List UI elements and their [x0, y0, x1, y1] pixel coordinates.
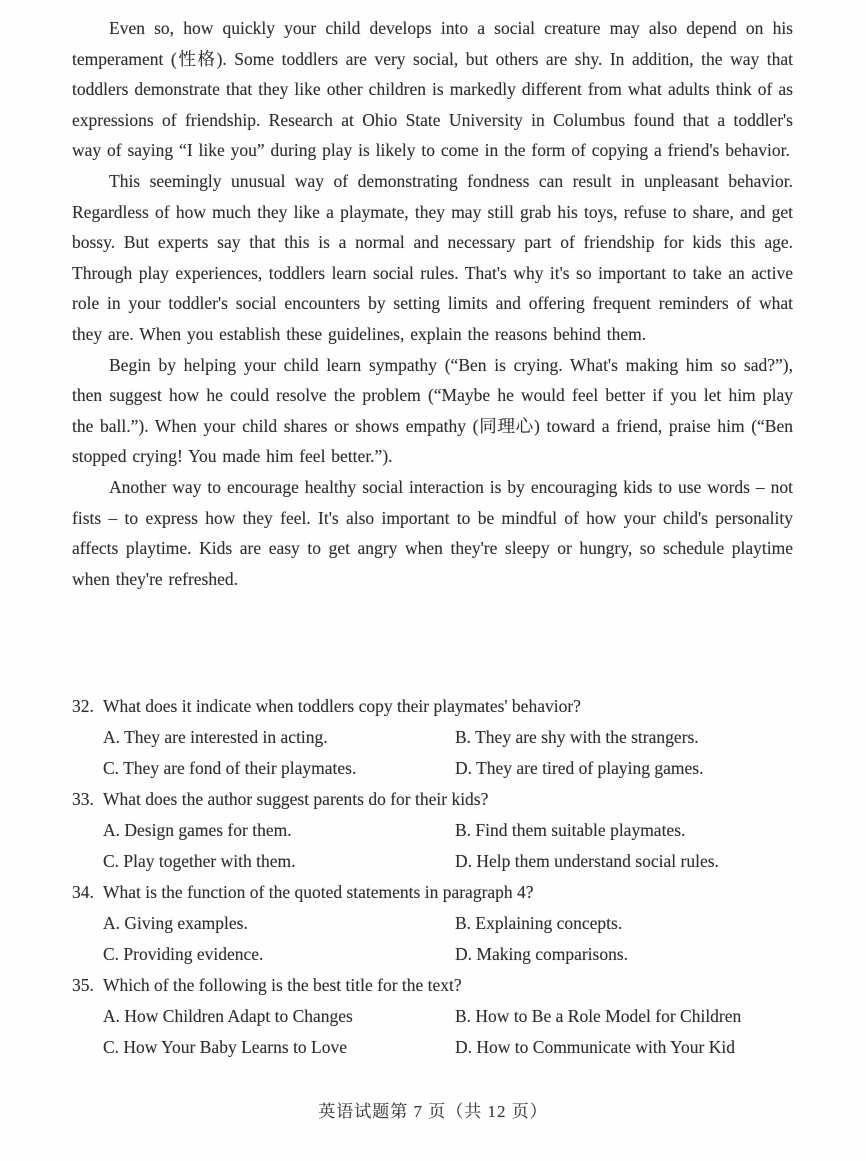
option-a: A. Giving examples.: [103, 913, 248, 933]
question-number: 35.: [72, 975, 94, 995]
option-c: C. Play together with them.: [103, 851, 296, 871]
questions-section: [72, 691, 793, 1063]
question-text: What is the function of the quoted statements in paragraph 4?: [103, 882, 534, 902]
option-d: D. Help them understand social rules.: [455, 851, 719, 871]
question-text: What does it indicate when toddlers copy their playmates' behavior?: [103, 696, 581, 716]
options-grid: [72, 722, 793, 784]
question-34: [72, 877, 793, 970]
reading-passage: [72, 13, 793, 594]
passage-paragraph: Begin by helping your child learn sympathy (“Ben is crying. What's making him so sad?”), then suggest how he could resolve the problem (“Maybe he would feel better if you let him play the ball.”). When your child shares or shows empathy (同理心) toward a friend, praise him (“Ben stopped crying! You made him feel better.”).: [72, 354, 793, 467]
options-grid: [72, 1001, 793, 1063]
option-d: D. How to Communicate with Your Kid: [455, 1037, 735, 1057]
option-a: A. Design games for them.: [103, 820, 292, 840]
passage-paragraph: Even so, how quickly your child develops into a social creature may also depend on his temperament (性格). Some toddlers are very social, but others are shy. In addition, the way that toddlers demonstrate that they like other children is markedly different from what adults think of as expressions of friendship. Research at Ohio State University in Columbus found that a toddler's way of saying “I like you” during play is likely to come in the form of copying a friend's behavior.: [72, 18, 793, 161]
option-a: A. They are interested in acting.: [103, 727, 328, 747]
option-d: D. Making comparisons.: [455, 944, 629, 964]
question-35: [72, 970, 793, 1063]
question-text: Which of the following is the best title for the text?: [103, 975, 462, 995]
passage-paragraph: This seemingly unusual way of demonstrating fondness can result in unpleasant behavior. Regardless of how much they like a playmate, they may still grab his toys, refuse to share, and get bossy. But experts say that this is a normal and necessary part of friendship for kids this age. Through play experiences, toddlers learn social rules. That's why it's so important to take an active role in your toddler's social encounters by setting limits and offering frequent reminders of what they are. When you establish these guidelines, explain the reasons behind them.: [72, 170, 793, 344]
question-number: 33.: [72, 789, 94, 809]
options-grid: [72, 815, 793, 877]
question-number: 32.: [72, 696, 94, 716]
option-a: A. How Children Adapt to Changes: [103, 1006, 353, 1026]
option-d: D. They are tired of playing games.: [455, 758, 704, 778]
question-number: 34.: [72, 882, 94, 902]
question-33: [72, 784, 793, 877]
option-c: C. Providing evidence.: [103, 944, 264, 964]
question-32: [72, 691, 793, 784]
option-c: C. They are fond of their playmates.: [103, 758, 357, 778]
option-b: B. Explaining concepts.: [455, 913, 623, 933]
option-b: B. Find them suitable playmates.: [455, 820, 686, 840]
page-footer: 英语试题第 7 页（共 12 页）: [318, 1102, 548, 1121]
option-c: C. How Your Baby Learns to Love: [103, 1037, 348, 1057]
option-b: B. They are shy with the strangers.: [455, 727, 699, 747]
option-b: B. How to Be a Role Model for Children: [455, 1006, 742, 1026]
options-grid: [72, 908, 793, 970]
question-text: What does the author suggest parents do for their kids?: [103, 789, 489, 809]
passage-paragraph: Another way to encourage healthy social interaction is by encouraging kids to use words – not fists – to express how they feel. It's also important to be mindful of how your child's personality affects playtime. Kids are easy to get angry when they're sleepy or hungry, so schedule playtime when they're refreshed.: [72, 476, 793, 589]
